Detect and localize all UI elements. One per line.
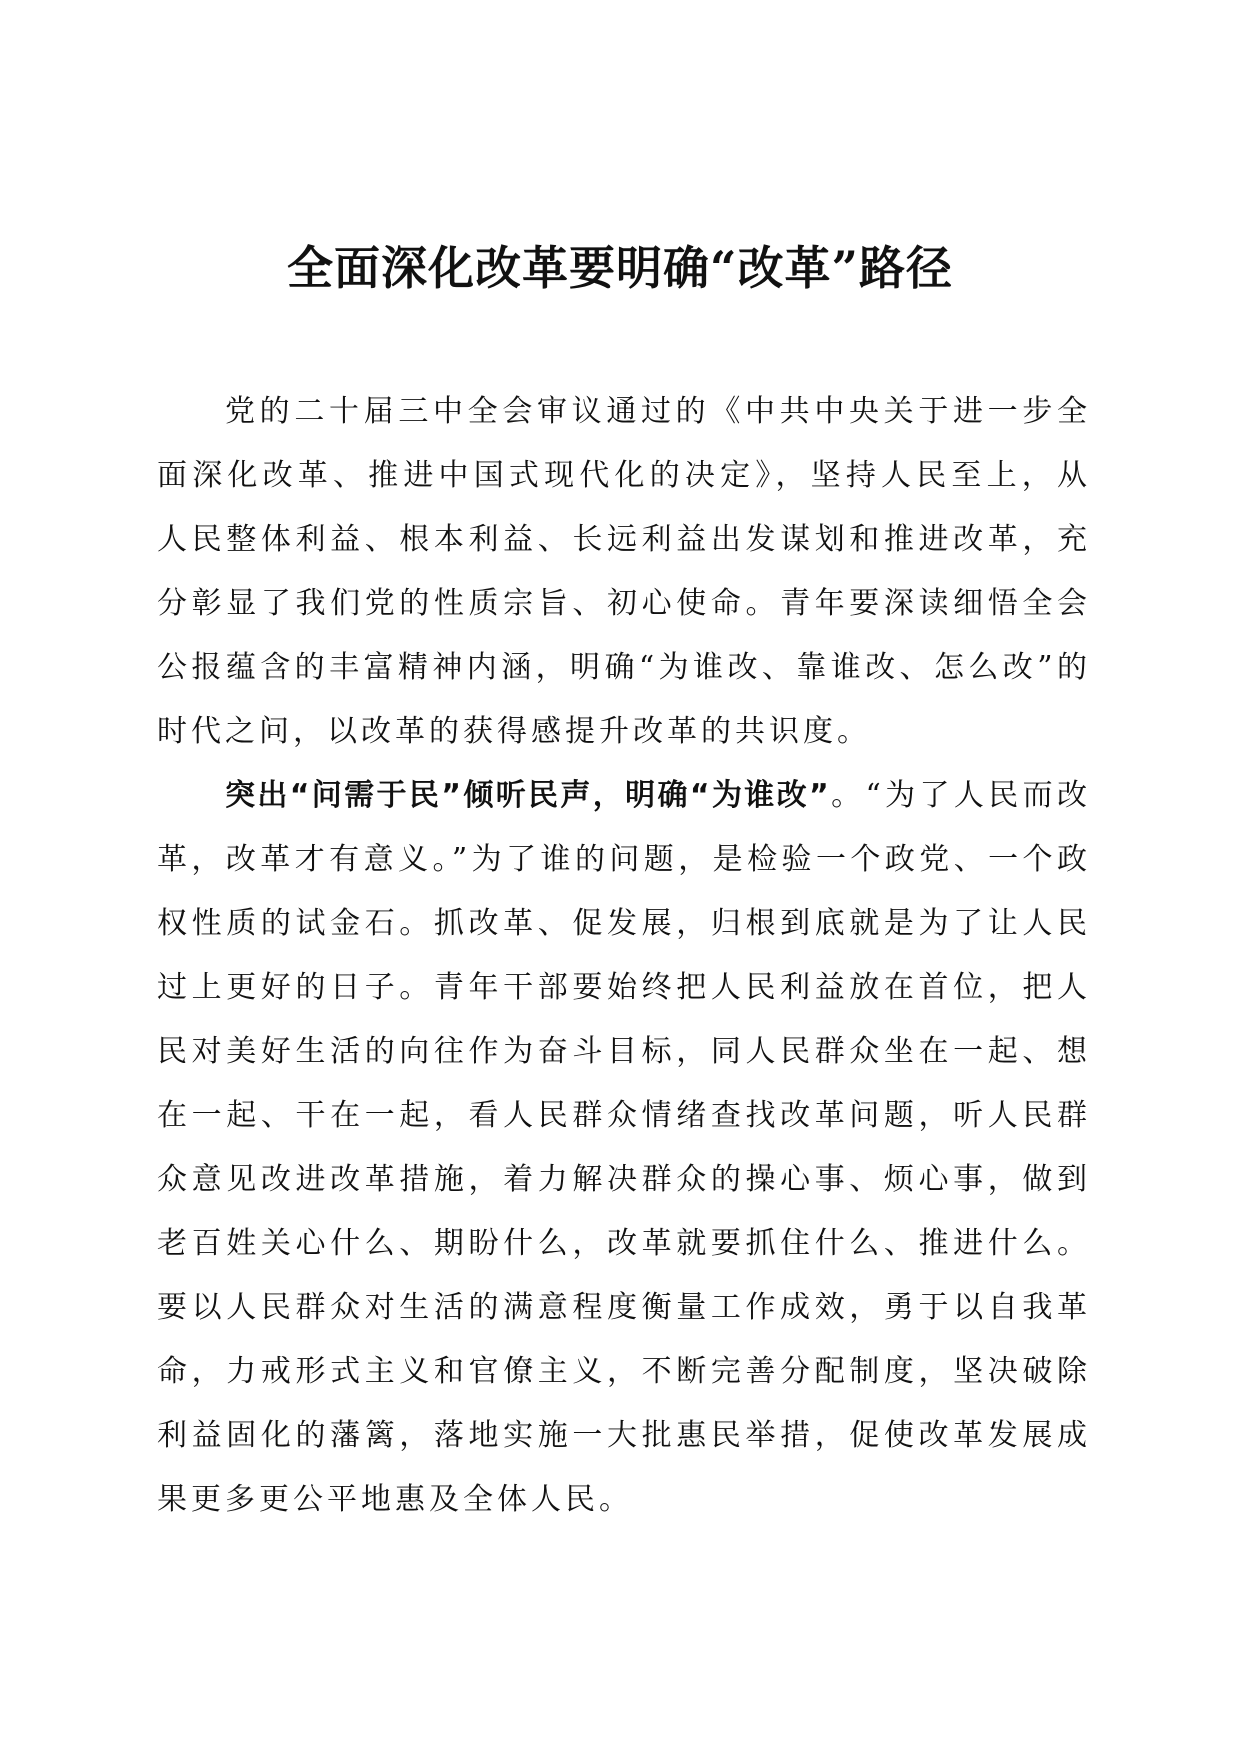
paragraph-for-whom	[157, 764, 1091, 1532]
paragraph-intro-text: 党的二十届三中全会审议通过的《中共中央关于进一步全面深化改革、推进中国式现代化的决定》，坚持人民至上，从人民整体利益、根本利益、长远利益出发谋划和推进改革，充分彰显了我们党的性质宗旨、初心使命。青年要深读细悟全会公报蕴含的丰富精神内涵，明确“为谁改、靠谁改、怎么改”的时代之问，以改革的获得感提升改革的共识度。	[157, 394, 1091, 749]
paragraph-heading: 突出“问需于民”倾听民声，明确“为谁改”	[225, 778, 831, 813]
document-title: 全面深化改革要明确“改革”路径	[287, 241, 953, 295]
paragraph-for-whom-text: 。“为了人民而改革，改革才有意义。”为了谁的问题，是检验一个政党、一个政权性质的试金石。抓改革、促发展，归根到底就是为了让人民过上更好的日子。青年干部要始终把人民利益放在首位，把人民对美好生活的向往作为奋斗目标，同人民群众坐在一起、想在一起、干在一起，看人民群众情绪查找改革问题，听人民群众意见改进改革措施，着力解决群众的操心事、烦心事，做到老百姓关心什么、期盼什么，改革就要抓住什么、推进什么。要以人民群众对生活的满意程度衡量工作成效，勇于以自我革命，力戒形式主义和官僚主义，不断完善分配制度，坚决破除利益固化的藩篱，落地实施一大批惠民举措，促使改革发展成果更多更公平地惠及全体人民。	[157, 778, 1091, 1517]
paragraph-intro	[157, 380, 1091, 764]
document-body	[157, 380, 1091, 1532]
